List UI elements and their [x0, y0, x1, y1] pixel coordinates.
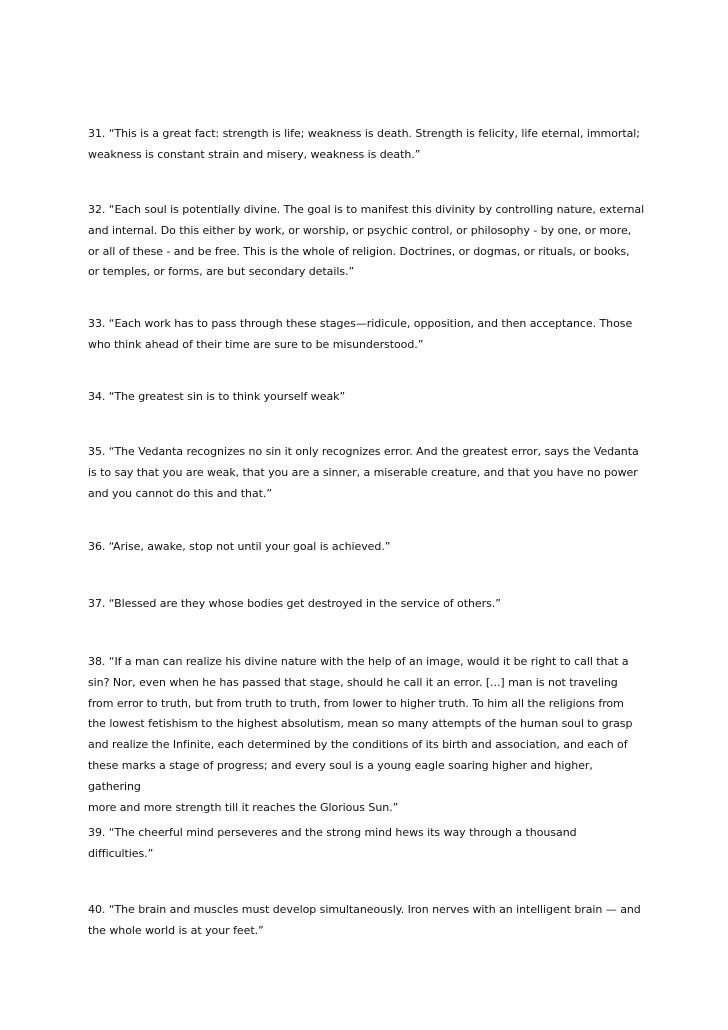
quote-39: 39. “The cheerful mind perseveres and the strong mind hews its way through a thousand difficulties.” [88, 826, 577, 860]
quote-37: 37. “Blessed are they whose bodies get destroyed in the service of others.” [88, 597, 501, 610]
quote-33: 33. “Each work has to pass through these stages—ridicule, opposition, and then acceptance. Those who think ahead of their time are sure to be misunderstood.” [88, 317, 633, 351]
quote-34: 34. “The greatest sin is to think yourself weak” [88, 390, 346, 403]
quote-35: 35. “The Vedanta recognizes no sin it only recognizes error. And the greatest error, says the Vedanta is to say that you are weak, that you are a sinner, a miserable creature, and that you have no power and you cannot do this and that.” [88, 445, 639, 500]
quote-38: 38. “If a man can realize his divine nature with the help of an image, would it be right to call that a sin? Nor, even when he has passed that stage, should he call it an error. [...] man is not traveling from error to truth, but from truth to truth, from lower to higher truth. To him all the religions from the lowest fetishism to the highest absolutism, mean so many attempts of the human soul to grasp and realize the Infinite, each determined by the conditions of its birth and association, and each of these marks a stage of progress; and every soul is a young eagle soaring higher and higher, gathering more and more strength till it reaches the Glorious Sun.” [88, 655, 633, 814]
quote-32: 32. “Each soul is potentially divine. The goal is to manifest this divinity by controlling nature, external and internal. Do this either by work, or worship, or psychic control, or philosophy - by one, or more, or all of these - and be free. This is the whole of religion. Doctrines, or dogmas, or rituals, or books, or temples, or forms, are but secondary details.” [88, 203, 645, 279]
quote-36: 36. “Arise, awake, stop not until your goal is achieved.” [88, 540, 391, 553]
quote-31: 31. “This is a great fact: strength is life; weakness is death. Strength is felicity, life eternal, immortal; weakness is constant strain and misery, weakness is death.” [88, 127, 640, 161]
quote-40: 40. “The brain and muscles must develop simultaneously. Iron nerves with an intelligent brain — and the whole world is at your feet.” [88, 903, 641, 937]
